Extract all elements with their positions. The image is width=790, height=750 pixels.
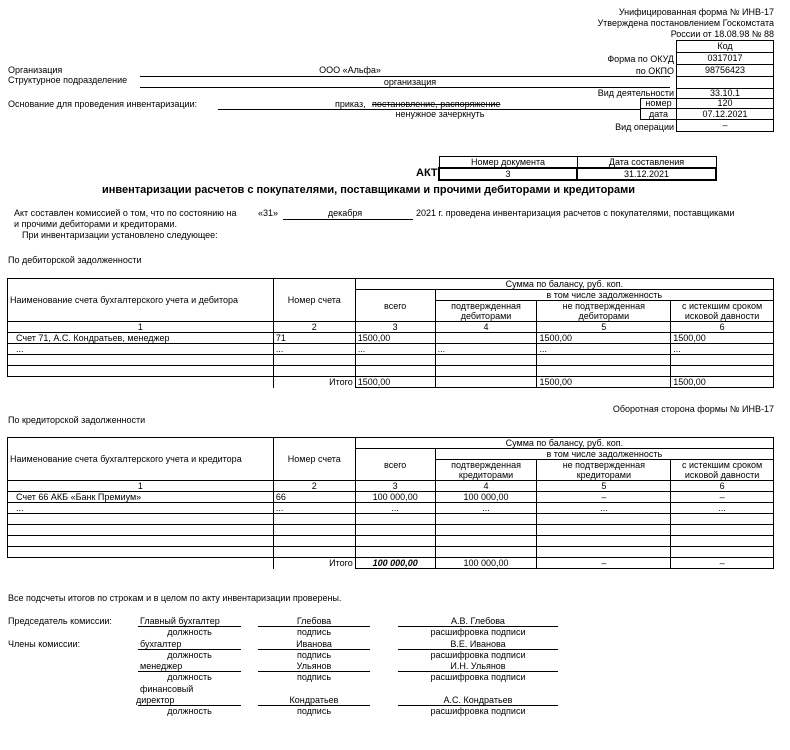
intro-text-a: Акт составлен комиссией о том, что по состоянию на (14, 208, 237, 218)
hint-position: должность (167, 706, 212, 716)
hint-decode: расшифровка подписи (430, 672, 526, 682)
m2-position: менеджер (140, 661, 183, 671)
intro-month: декабря (327, 208, 363, 218)
basis-label: Основание для проведения инвентаризации: (8, 99, 198, 109)
org-label: Организация (8, 65, 63, 75)
credit-total: 100 000,00 (435, 558, 537, 569)
debit-col-expired: с истекшим сроком исковой давности (671, 301, 774, 322)
credit-cell: ... (435, 503, 537, 514)
m3-position-b: директор (136, 695, 175, 705)
hint-sign: подпись (296, 627, 332, 637)
hint-decode: расшифровка подписи (430, 650, 526, 660)
credit-col-acc: Номер счета (273, 438, 355, 481)
credit-num-2: 2 (273, 481, 355, 492)
m2-sign: Ульянов (296, 661, 332, 671)
table-row (8, 503, 774, 514)
m2-decode: И.Н. Ульянов (450, 661, 506, 671)
debit-col-name: Наименование счета бухгалтерского учета и дебитора (8, 279, 274, 322)
org-hint: организация (383, 77, 437, 87)
okud-value: 0317017 (676, 52, 774, 65)
credit-cell: – (537, 492, 671, 503)
debit-cell: ... (671, 344, 774, 355)
credit-cell (273, 525, 355, 536)
credit-col-sum: Сумма по балансу, руб. коп. (355, 438, 773, 449)
credit-cell (355, 525, 435, 536)
data-label: дата (640, 108, 677, 120)
debit-cell (537, 355, 671, 366)
table-row (8, 355, 774, 366)
form-approved-label: Утверждена постановлением Госкомстата (597, 18, 774, 28)
table-row (8, 514, 774, 525)
credit-cell: ... (671, 503, 774, 514)
credit-total-label: Итого (273, 558, 355, 569)
m1-sign: Иванова (296, 639, 332, 649)
form-unified-label: Унифицированная форма № ИНВ-17 (618, 7, 774, 17)
credit-cell (435, 525, 537, 536)
m3-sign: Кондратьев (289, 695, 339, 705)
debit-num-1: 1 (8, 322, 274, 333)
credit-col-total: всего (355, 449, 435, 481)
debit-cell (537, 366, 671, 377)
nomer-value: 120 (676, 98, 774, 109)
act-title-word: АКТ (416, 167, 438, 179)
credit-cell: ... (8, 503, 274, 514)
credit-col-name: Наименование счета бухгалтерского учета и кредитора (8, 438, 274, 481)
intro-day: «31» (258, 208, 279, 218)
debit-cell (435, 355, 537, 366)
debit-cell: ... (273, 344, 355, 355)
debit-total-row (8, 377, 774, 388)
debit-cell (8, 366, 274, 377)
credit-total-row (8, 558, 774, 569)
subdivision-label: Структурное подразделение (8, 75, 128, 85)
debit-num-2: 2 (273, 322, 355, 333)
vid-oper-label: Вид операции (615, 122, 674, 132)
debit-total: 1500,00 (537, 377, 671, 388)
debit-cell: 71 (273, 333, 355, 344)
credit-cell: Счет 66 АКБ «Банк Премиум» (8, 492, 274, 503)
credit-cell (537, 514, 671, 525)
doc-num-label: Номер документа (439, 157, 577, 169)
debit-cell: ... (435, 344, 537, 355)
credit-total: 100 000,00 (355, 558, 435, 569)
credit-cell (273, 547, 355, 558)
credit-cell: – (671, 492, 774, 503)
credit-col-conf: подтвержденная кредиторами (435, 460, 537, 481)
credit-cell (435, 547, 537, 558)
table-row (8, 525, 774, 536)
credit-cell (355, 514, 435, 525)
credit-cell (8, 536, 274, 547)
credit-table (7, 437, 774, 569)
okud-label: Форма по ОКУД (607, 54, 674, 64)
credit-cell (671, 525, 774, 536)
basis-struck: постановление, распоряжение (372, 99, 501, 109)
table-row (8, 344, 774, 355)
debit-cell (8, 355, 274, 366)
credit-total: – (537, 558, 671, 569)
debit-table (7, 278, 774, 388)
debit-total: 1500,00 (355, 377, 435, 388)
table-row (8, 536, 774, 547)
org-value: ООО «Альфа» (319, 65, 381, 75)
m1-decode: В.Е. Иванова (450, 639, 506, 649)
debit-total: 1500,00 (671, 377, 774, 388)
debit-cell: ... (537, 344, 671, 355)
debit-cell: 1500,00 (355, 333, 435, 344)
members-label: Члены комиссии: (8, 639, 81, 649)
intro-month-underline (283, 219, 413, 220)
debit-num-4: 4 (435, 322, 537, 333)
nomer-label: номер (640, 98, 677, 109)
credit-num-4: 4 (435, 481, 537, 492)
intro-text-b: 2021 г. проведена инвентаризация расчетов с покупателями, поставщиками (416, 208, 735, 218)
m3-decode: А.С. Кондратьев (443, 695, 513, 705)
chair-decode: А.В. Глебова (451, 616, 505, 626)
debit-cell (671, 366, 774, 377)
kod-header: Код (676, 40, 774, 53)
hint-sign: подпись (296, 706, 332, 716)
debit-col-conf: подтвержденная дебиторами (435, 301, 537, 322)
doc-date-value: 31.12.2021 (577, 168, 716, 180)
debit-num-6: 6 (671, 322, 774, 333)
debit-col-total: всего (355, 290, 435, 322)
form-date-label: России от 18.08.98 № 88 (670, 29, 774, 39)
table-row (8, 547, 774, 558)
debit-col-incl: в том числе задолженность (435, 290, 773, 301)
credit-col-incl: в том числе задолженность (435, 449, 773, 460)
credit-cell (8, 525, 274, 536)
credit-cell (435, 514, 537, 525)
debit-cell (671, 355, 774, 366)
debit-cell (355, 366, 435, 377)
hint-decode: расшифровка подписи (430, 706, 526, 716)
vid-deyat-label: Вид деятельности (597, 88, 674, 98)
okpo-label: по ОКПО (635, 66, 674, 76)
debit-col-sum: Сумма по балансу, руб. коп. (355, 279, 773, 290)
debit-cell: 1500,00 (537, 333, 671, 344)
okpo-value: 98756423 (676, 64, 774, 77)
debit-total-label: Итого (273, 377, 355, 388)
credit-cell (8, 514, 274, 525)
intro-text-d: При инвентаризации установлено следующее: (22, 230, 218, 240)
debit-cell: ... (8, 344, 274, 355)
basis-hint: ненужное зачеркнуть (395, 109, 485, 119)
debit-cell: ... (355, 344, 435, 355)
debit-cell: Счет 71, А.С. Кондратьев, менеджер (8, 333, 274, 344)
hint-position: должность (167, 627, 212, 637)
credit-cell (355, 547, 435, 558)
chair-position: Главный бухгалтер (140, 616, 220, 626)
debit-col-acc: Номер счета (273, 279, 355, 322)
credit-cell (671, 514, 774, 525)
basis-order: приказ, (335, 99, 366, 109)
m3-position-a: финансовый (140, 684, 194, 694)
intro-text-c: и прочими дебиторами и кредиторами. (14, 219, 178, 229)
credit-cell (537, 547, 671, 558)
doc-number-table (438, 156, 717, 181)
table-row (8, 492, 774, 503)
subdivision-underline (140, 87, 670, 88)
credit-total: – (671, 558, 774, 569)
doc-date-label: Дата составления (577, 157, 716, 169)
credit-cell (273, 514, 355, 525)
credit-cell (273, 536, 355, 547)
debit-cell (273, 355, 355, 366)
debit-cell: 1500,00 (671, 333, 774, 344)
credit-num-5: 5 (537, 481, 671, 492)
credit-cell (537, 525, 671, 536)
debit-col-unconf: не подтвержденная дебиторами (537, 301, 671, 322)
debit-num-5: 5 (537, 322, 671, 333)
credit-num-1: 1 (8, 481, 274, 492)
credit-section-title: По кредиторской задолженности (8, 415, 146, 425)
table-row (8, 366, 774, 377)
chair-label: Председатель комиссии: (8, 616, 112, 626)
credit-cell: ... (537, 503, 671, 514)
credit-cell: 100 000,00 (355, 492, 435, 503)
credit-num-6: 6 (671, 481, 774, 492)
credit-cell (435, 536, 537, 547)
credit-cell: ... (355, 503, 435, 514)
credit-cell (537, 536, 671, 547)
credit-cell: 66 (273, 492, 355, 503)
table-row (8, 333, 774, 344)
act-subtitle: инвентаризации расчетов с покупателями, поставщиками и прочими дебиторами и кредиторами (102, 184, 636, 196)
chair-sign: Глебова (296, 616, 332, 626)
credit-cell (8, 547, 274, 558)
debit-cell (273, 366, 355, 377)
credit-cell: 100 000,00 (435, 492, 537, 503)
credit-cell (671, 547, 774, 558)
credit-col-unconf: не подтвержденная кредиторами (537, 460, 671, 481)
debit-cell (355, 355, 435, 366)
credit-cell (355, 536, 435, 547)
debit-cell (435, 333, 537, 344)
m1-position: бухгалтер (140, 639, 182, 649)
hint-position: должность (167, 650, 212, 660)
credit-cell: ... (273, 503, 355, 514)
hint-position: должность (167, 672, 212, 682)
debit-section-title: По дебиторской задолженности (8, 255, 142, 265)
vid-deyat-value: 33.10.1 (676, 88, 774, 99)
credit-cell (671, 536, 774, 547)
checked-statement: Все подсчеты итогов по строкам и в целом по акту инвентаризации проверены. (8, 593, 342, 603)
doc-num-value: 3 (439, 168, 577, 180)
vid-oper-value: – (676, 119, 774, 132)
debit-cell (435, 366, 537, 377)
hint-sign: подпись (296, 672, 332, 682)
credit-col-expired: с истекшим сроком исковой давности (671, 460, 774, 481)
data-value: 07.12.2021 (676, 108, 774, 120)
hint-decode: расшифровка подписи (430, 627, 526, 637)
debit-num-3: 3 (355, 322, 435, 333)
debit-total (435, 377, 537, 388)
reverse-side-label: Оборотная сторона формы № ИНВ-17 (612, 404, 774, 414)
hint-sign: подпись (296, 650, 332, 660)
credit-num-3: 3 (355, 481, 435, 492)
